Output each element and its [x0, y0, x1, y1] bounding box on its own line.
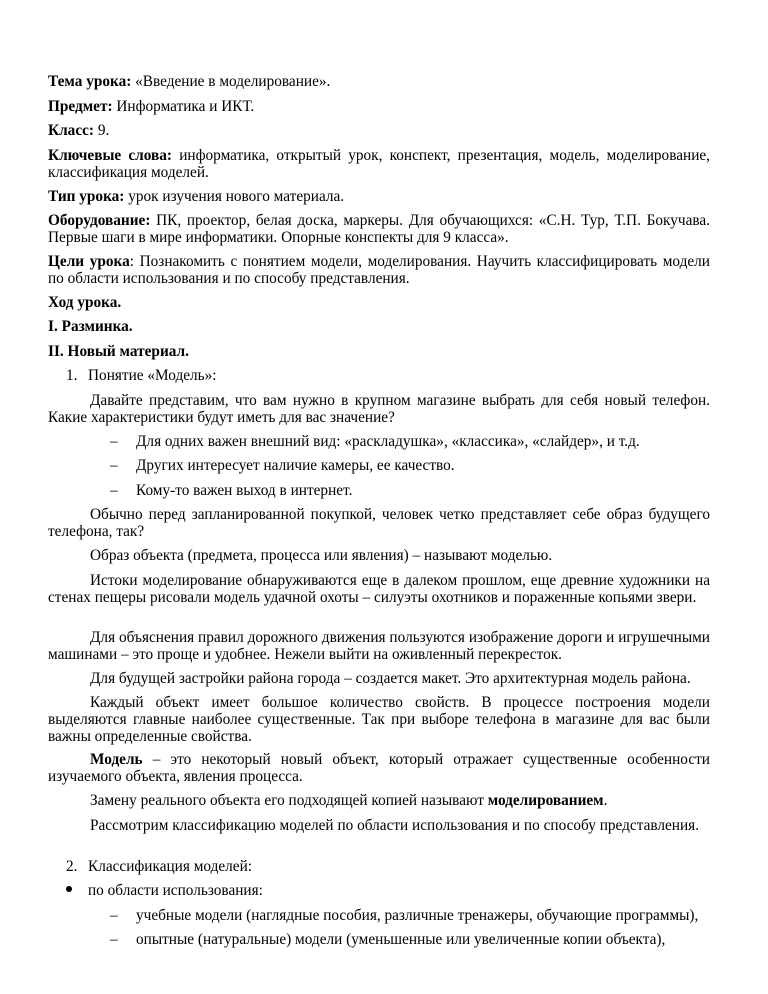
section-warmup: I. Разминка. [48, 318, 133, 335]
item2-number: 2. [66, 858, 78, 875]
grade-value: 9. [94, 122, 110, 139]
keywords-label: Ключевые слова: [48, 147, 173, 164]
bullet-icon [66, 882, 88, 899]
keywords-line [48, 147, 710, 181]
paragraph: Для будущей застройки района города – создается макет. Это архитектурная модель района. [90, 670, 691, 687]
model-definition: Модель – это некоторый новый объект, который отражает существенные особенности изучаемого объекта, явления процесса. [48, 751, 710, 785]
paragraph: Обычно перед запланированной покупкой, человек четко представляет себе образ будущего телефона, так? [48, 506, 710, 540]
model-term: Модель [90, 751, 143, 768]
section-new-material: II. Новый материал. [48, 343, 189, 360]
dash-item: – Кому-то важен выход в интернет. [110, 482, 353, 499]
topic-label: Тема урока: [48, 73, 132, 90]
item2-heading [66, 858, 252, 875]
topic-line [48, 73, 710, 90]
dash-item: – Других интересует наличие камеры, ее качество. [110, 457, 455, 474]
paragraph: Каждый объект имеет большое количество свойств. В процессе построения модели выделяются главные наиболее существенные. Так при выборе телефона в магазине для вас были важны определенные свойства. [48, 694, 710, 745]
equipment-label: Оборудование: [48, 212, 151, 229]
item2-title: Классификация моделей: [88, 858, 253, 875]
dash-item: – опытные (натуральные) модели (уменьшенные или увеличенные копии объекта), [110, 931, 666, 948]
paragraph: Истоки моделирование обнаруживаются еще в далеком прошлом, еще древние художники на стенах пещеры рисовали модель удачной охоты – силуэты охотников и пораженные копьями звери. [48, 572, 710, 606]
keywords-value: информатика, открытый урок, конспект, презентация, модель, моделирование, классификация моделей. [48, 147, 710, 181]
equipment-value: ПК, проектор, белая доска, маркеры. Для обучающихся: «С.Н. Тур, Т.П. Бокучава. Первые шаги в мире информатики. Опорные конспекты для 9 класса». [48, 212, 710, 246]
topic-value: «Введение в моделирование». [131, 73, 331, 90]
goals-line [48, 253, 710, 287]
equipment-line [48, 212, 710, 246]
dash-item: – учебные модели (наглядные пособия, различные тренажеры, обучающие программы), [110, 907, 699, 924]
modeling-definition: Замену реального объекта его подходящей копией называют моделированием. [90, 792, 608, 809]
item1-heading [66, 367, 217, 384]
bullet-item: по области использования: [66, 882, 263, 899]
grade-line [48, 122, 710, 139]
subject-value: Информатика и ИКТ. [112, 98, 255, 115]
section-progress: Ход урока. [48, 294, 122, 311]
subject-line [48, 98, 710, 115]
goals-label: Цели урока [48, 253, 130, 270]
paragraph: Рассмотрим классификацию моделей по области использования и по способу представления. [90, 817, 700, 834]
grade-label: Класс: [48, 122, 94, 139]
modeling-term: моделированием [487, 792, 604, 809]
paragraph: Для объяснения правил дорожного движения пользуются изображение дороги и игрушечными машинами – это проще и удобнее. Нежели выйти на оживленный перекресток. [48, 629, 710, 663]
item1-number: 1. [66, 367, 78, 384]
subject-label: Предмет: [48, 98, 113, 115]
item1-title: Понятие «Модель»: [88, 367, 217, 384]
lesson-type-value: урок изучения нового материала. [124, 188, 345, 205]
lesson-type-label: Тип урока: [48, 188, 125, 205]
paragraph: Образ объекта (предмета, процесса или явления) – называют моделью. [90, 547, 553, 564]
lesson-type-line [48, 188, 710, 205]
dash-item: – Для одних важен внешний вид: «раскладушка», «классика», «слайдер», и т.д. [110, 433, 640, 450]
item1-intro: Давайте представим, что вам нужно в крупном магазине выбрать для себя новый телефон. Какие характеристики будут иметь для вас значение? [48, 392, 710, 426]
goals-value: : Познакомить с понятием модели, моделирования. Научить классифицировать модели по области использования и по способу представления. [48, 253, 710, 287]
